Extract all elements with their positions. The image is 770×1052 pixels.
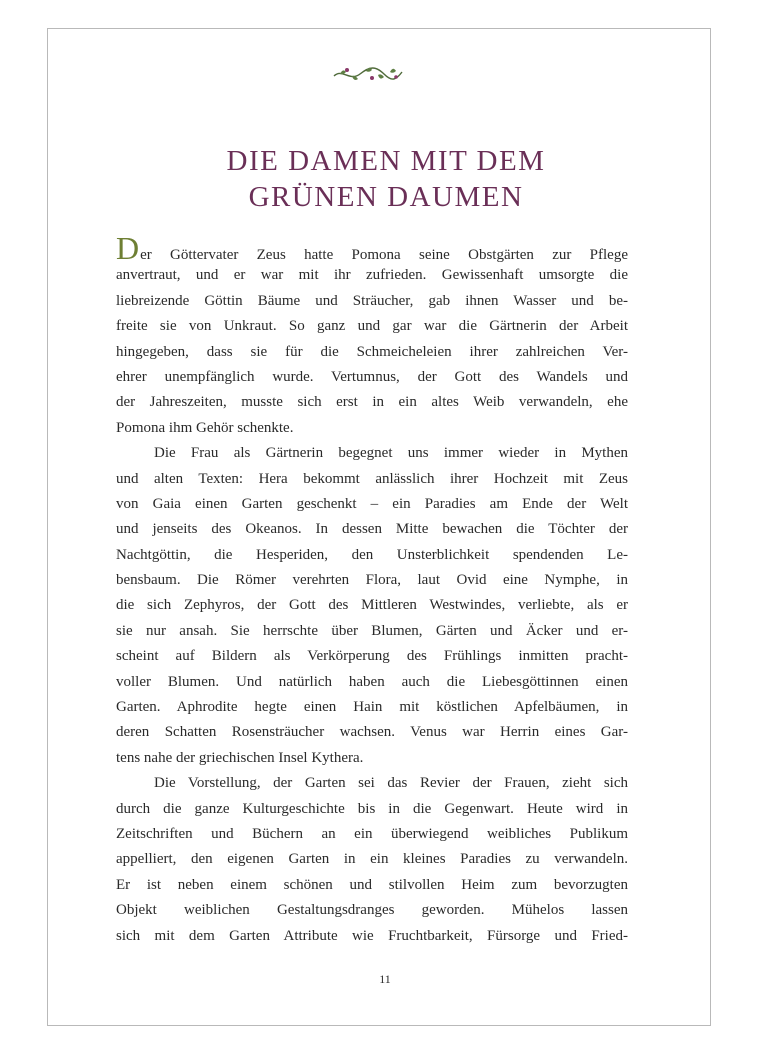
floral-vine-ornament-icon bbox=[330, 62, 406, 86]
text-line: anvertraut, und er war mit ihr zufrieden. Gewissenhaft umsorgte die bbox=[116, 267, 628, 284]
text-line: die sich Zephyros, der Gott des Mittleren Westwindes, verliebte, als er bbox=[116, 597, 628, 614]
text-line: Garten. Aphrodite hegte einen Hain mit köstlichen Apfelbäumen, in bbox=[116, 699, 628, 716]
chapter-title-line-1: DIE DAMEN MIT DEM bbox=[226, 145, 546, 177]
text-line: und alten Texten: Hera bekommt anlässlich ihrer Hochzeit mit Zeus bbox=[116, 470, 628, 487]
drop-cap: D bbox=[116, 238, 140, 264]
text-line: liebreizende Göttin Bäume und Sträucher, gab ihnen Wasser und be- bbox=[116, 292, 628, 309]
text-line: ehrer unempfänglich wurde. Vertumnus, der Gott des Wandels und bbox=[116, 368, 628, 385]
paragraph-3 bbox=[116, 771, 628, 949]
text-line: Die Vorstellung, der Garten sei das Revier der Frauen, zieht sich bbox=[154, 775, 628, 792]
text-line-content: er Göttervater Zeus hatte Pomona seine Obstgärten zur Pflege bbox=[140, 247, 628, 263]
text-line: sie nur ansah. Sie herrschte über Blumen, Gärten und Äcker und er- bbox=[116, 622, 628, 639]
paragraph-1 bbox=[116, 238, 628, 441]
text-line: von Gaia einen Garten geschenkt – ein Paradies am Ende der Welt bbox=[116, 495, 628, 512]
text-line: Zeitschriften und Büchern an ein überwiegend weibliches Publikum bbox=[116, 826, 628, 843]
text-line: appelliert, den eigenen Garten in ein kleines Paradies zu verwandeln. bbox=[116, 851, 628, 868]
text-line: der Jahreszeiten, musste sich erst in ein altes Weib verwandeln, ehe bbox=[116, 394, 628, 411]
text-line: hingegeben, dass sie für die Schmeicheleien ihrer zahlreichen Ver- bbox=[116, 343, 628, 360]
text-line: Die Frau als Gärtnerin begegnet uns immer wieder in Mythen bbox=[154, 445, 628, 462]
text-line: Er ist neben einem schönen und stilvollen Heim zum bevorzugten bbox=[116, 876, 628, 893]
text-line: Nachtgöttin, die Hesperiden, den Unsterblichkeit spendenden Le- bbox=[116, 546, 628, 563]
text-line: und jenseits des Okeanos. In dessen Mitte bewachen die Töchter der bbox=[116, 521, 628, 538]
chapter-title-line-2: GRÜNEN DAUMEN bbox=[248, 181, 524, 213]
text-line: freite sie von Unkraut. So ganz und gar war die Gärtnerin der Arbeit bbox=[116, 318, 628, 335]
text-line: voller Blumen. Und natürlich haben auch die Liebesgöttinnen einen bbox=[116, 673, 628, 690]
text-line: durch die ganze Kulturgeschichte bis in die Gegenwart. Heute wird in bbox=[116, 800, 628, 817]
text-line bbox=[116, 238, 628, 263]
body-text bbox=[116, 238, 628, 949]
text-line: Pomona ihm Gehör schenkte. bbox=[116, 419, 294, 436]
text-line: tens nahe der griechischen Insel Kythera. bbox=[116, 749, 364, 766]
page-number: 11 bbox=[379, 972, 391, 986]
text-line: scheint auf Bildern als Verkörperung des Frühlings inmitten pracht- bbox=[116, 648, 628, 665]
paragraph-2 bbox=[116, 441, 628, 771]
text-line: bensbaum. Die Römer verehrten Flora, laut Ovid eine Nymphe, in bbox=[116, 572, 628, 589]
chapter-title bbox=[60, 143, 712, 215]
text-line: sich mit dem Garten Attribute wie Fruchtbarkeit, Fürsorge und Fried- bbox=[116, 927, 628, 944]
text-line: Objekt weiblichen Gestaltungsdranges geworden. Mühelos lassen bbox=[116, 902, 628, 919]
text-line: deren Schatten Rosensträucher wachsen. Venus war Herrin eines Gar- bbox=[116, 724, 628, 741]
